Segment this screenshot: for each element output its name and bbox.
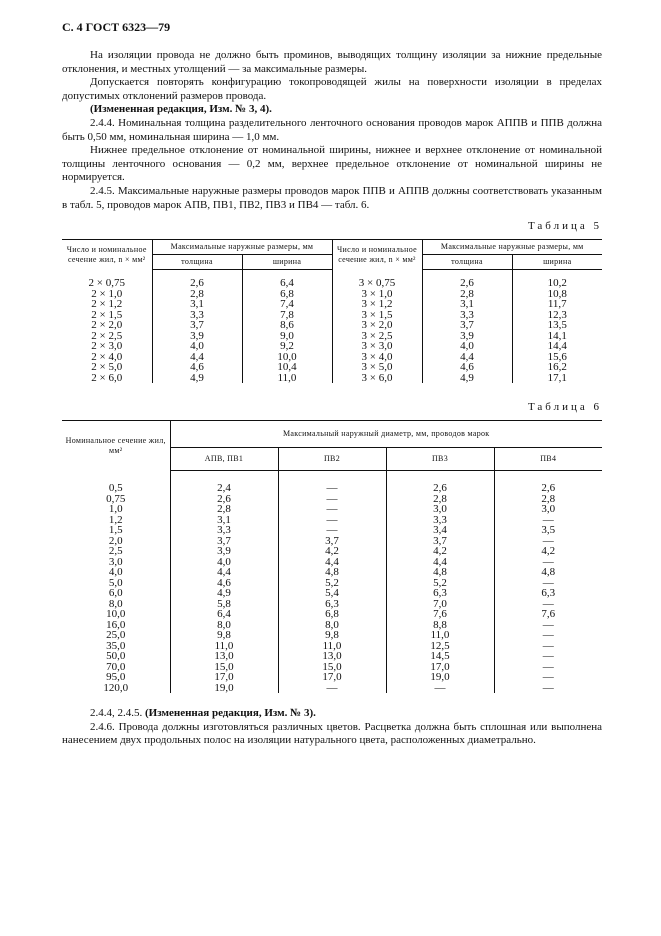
table5-cell: 6,8 (242, 289, 332, 300)
paragraph-2-4-4: 2.4.4. Номинальная толщина разделительного ленточного основания проводов марок АППВ и ППВ должна быть 0,50 мм, номинальная ширина — 1,0 мм. (62, 116, 602, 143)
table6-cell: 8,0 (170, 620, 278, 631)
table6-cell: 4,8 (278, 567, 386, 578)
table6-cell: 4,4 (170, 567, 278, 578)
table6-cell: 3,3 (170, 525, 278, 536)
table6-cell: — (278, 471, 386, 494)
table6-cell: 6,3 (386, 588, 494, 599)
table6-cell: — (278, 683, 386, 694)
table6-cell: — (494, 515, 602, 526)
table6-cell: — (278, 504, 386, 515)
table5-cell: 2 × 4,0 (91, 350, 123, 363)
table5-cell: 11,0 (242, 373, 332, 384)
table6-cell: — (278, 525, 386, 536)
table5-cell: 3 × 1,2 (332, 299, 422, 310)
table5-row (62, 270, 602, 289)
table6-cell: 6,8 (278, 609, 386, 620)
table6-cell: 13,0 (170, 651, 278, 662)
table6-cell: 2,8 (494, 494, 602, 505)
table6-cell: 2,4 (170, 471, 278, 494)
t5-header-max-right: Максимальные наружные размеры, мм (422, 240, 602, 255)
table6-cell: 7,0 (386, 599, 494, 610)
table5-caption: Таблица 5 (527, 220, 602, 233)
t5-header-thickness-left: толщина (152, 255, 242, 270)
table6-caption: Таблица 6 (527, 401, 602, 414)
table6-cell: 2,6 (494, 471, 602, 494)
table5-cell: 3,1 (152, 299, 242, 310)
t6-header-pv4: ПВ4 (494, 448, 602, 471)
table5-cell: 3 × 2,5 (332, 331, 422, 342)
table6-cell: — (494, 672, 602, 683)
table6-cell: 11,0 (170, 641, 278, 652)
t5-header-section-right: Число и номинальное сечение жил, n × мм² (332, 240, 422, 270)
paragraph-insulation-defects: На изоляции провода не должно быть проминов, выводящих толщину изоляции за нижние предельные отклонения, и местных утолщений — за максимальные размеры. (62, 49, 602, 75)
table6-row (62, 471, 602, 494)
table5-cell: 10,2 (512, 270, 602, 289)
table5-cell: 2,6 (152, 270, 242, 289)
table6-cell: 17,0 (170, 672, 278, 683)
table5-cell: 2 × 1,0 (91, 287, 123, 300)
table5-cell: 2 × 3,0 (91, 340, 123, 353)
table6-cell: 5,4 (278, 588, 386, 599)
table6-cell: 1,0 (108, 503, 123, 516)
edit-note-1: (Измененная редакция, Изм. № 3, 4). (90, 103, 272, 116)
table5-cell: 3 × 0,75 (332, 270, 422, 289)
table6-cell: 5,0 (108, 576, 123, 589)
table5-row (62, 299, 602, 310)
table5-row (62, 320, 602, 331)
table5-cell: 8,6 (242, 320, 332, 331)
table5-cell: 7,4 (242, 299, 332, 310)
table6-row (62, 683, 602, 694)
table6-cell: 3,0 (494, 504, 602, 515)
table6-cell: — (386, 683, 494, 694)
table6-cell: 3,7 (386, 536, 494, 547)
edit-note-2-text: (Измененная редакция, Изм. № 3). (145, 707, 316, 720)
table6-cell: 1,5 (108, 524, 123, 537)
table6-cell: 7,6 (494, 609, 602, 620)
table5-cell: 2 × 1,5 (91, 308, 123, 321)
table6-cell: — (494, 557, 602, 568)
table5-cell: 3,7 (422, 320, 512, 331)
t6-header-pv3: ПВ3 (386, 448, 494, 471)
table6-cell: 4,4 (278, 557, 386, 568)
table6-cell: 3,7 (278, 536, 386, 547)
table5-cell: 3 × 2,0 (332, 320, 422, 331)
table6-cell: 4,8 (386, 567, 494, 578)
table6-cell: 4,8 (494, 567, 602, 578)
table5-row (62, 362, 602, 373)
table5-row (62, 310, 602, 321)
table5-cell: 2 × 5,0 (91, 361, 123, 374)
table5-cell: 4,6 (422, 362, 512, 373)
table6-cell: 4,2 (494, 546, 602, 557)
table6-cell: 0,5 (108, 481, 123, 494)
table6-cell: — (494, 578, 602, 589)
table5-cell: 2,8 (152, 289, 242, 300)
table6-cell: 2,8 (386, 494, 494, 505)
table5-row (62, 352, 602, 363)
table5-cell: 14,1 (512, 331, 602, 342)
table6-cell: 19,0 (386, 672, 494, 683)
table5-cell: 4,9 (152, 373, 242, 384)
table6-cell: — (278, 494, 386, 505)
table5-cell: 3,1 (422, 299, 512, 310)
table6-cell: 5,8 (170, 599, 278, 610)
table6-cell: 50,0 (106, 650, 126, 663)
table6-cell: — (494, 683, 602, 694)
table6-cell: 6,0 (108, 587, 123, 600)
table6-cell: 12,5 (386, 641, 494, 652)
table5-cell: 3,9 (152, 331, 242, 342)
table6-cell: 3,1 (170, 515, 278, 526)
table5-cell: 9,0 (242, 331, 332, 342)
table6-cell: 8,0 (108, 597, 123, 610)
t5-header-width-right: ширина (512, 255, 602, 270)
table5-cell: 3 × 1,5 (332, 310, 422, 321)
table6-cell: 9,8 (278, 630, 386, 641)
table6-cell: 16,0 (106, 618, 126, 631)
table5-cell: 3 × 3,0 (332, 341, 422, 352)
table6-cell: 14,5 (386, 651, 494, 662)
table5-cell: 4,4 (422, 352, 512, 363)
table6-cell: — (494, 599, 602, 610)
table6-cell: 25,0 (106, 629, 126, 642)
table5-cell: 3,3 (422, 310, 512, 321)
table5-cell: 4,0 (422, 341, 512, 352)
table6-cell: 4,6 (170, 578, 278, 589)
table6-cell: 95,0 (106, 671, 126, 684)
table6-cell: 17,0 (278, 672, 386, 683)
t5-header-section-left: Число и номинальное сечение жил, n × мм² (62, 240, 152, 270)
table5-cell: 15,6 (512, 352, 602, 363)
paragraph-2-4-6: 2.4.6. Провода должны изготовляться различных цветов. Расцветка должна быть сплошная или выполнена нанесением двух продольных полос на изоляции натурального цвета, расположенных диаметрально. (62, 720, 602, 747)
page (62, 20, 602, 748)
table5-cell: 4,6 (152, 362, 242, 373)
paragraph-2-4-5: 2.4.5. Максимальные наружные размеры проводов марок ППВ и АППВ должны соответствовать указанным в табл. 5, проводов марок АПВ, ПВ1, ПВ2, ПВ3 и ПВ4 — табл. 6. (62, 184, 602, 211)
table5-row (62, 331, 602, 342)
table5-cell: 13,5 (512, 320, 602, 331)
table5-cell: 4,0 (152, 341, 242, 352)
t6-header-section: Номинальное сечение жил, мм² (62, 421, 170, 471)
table6-cell: 4,0 (170, 557, 278, 568)
table6-cell: 2,6 (170, 494, 278, 505)
table6-cell: 2,0 (108, 534, 123, 547)
table6-cell: 6,4 (170, 609, 278, 620)
table5-cell: 2,6 (422, 270, 512, 289)
table5-cell: 11,7 (512, 299, 602, 310)
table6-cell: — (494, 641, 602, 652)
table6-cell: 15,0 (278, 662, 386, 673)
table5-cell: 9,2 (242, 341, 332, 352)
table6-cell: — (278, 515, 386, 526)
table6-cell: 120,0 (103, 681, 129, 694)
table6-cell: 3,0 (108, 555, 123, 568)
edit-note-2-prefix: 2.4.4, 2.4.5. (90, 707, 143, 720)
table5-cell: 2 × 2,5 (91, 329, 123, 342)
table5-cell: 3 × 5,0 (332, 362, 422, 373)
table5-cell: 12,3 (512, 310, 602, 321)
table6-cell: 3,7 (170, 536, 278, 547)
table6-cell: 2,5 (108, 545, 123, 558)
table5-cell: 10,0 (242, 352, 332, 363)
table5-cell: 2 × 0,75 (88, 276, 125, 289)
table6-cell: 3,0 (386, 504, 494, 515)
t6-header-apv: АПВ, ПВ1 (170, 448, 278, 471)
table6-cell: 2,8 (170, 504, 278, 515)
table5-cell: 2 × 2,0 (91, 319, 123, 332)
table6-cell: 3,3 (386, 515, 494, 526)
table6-cell: 4,4 (386, 557, 494, 568)
table6-cell: 11,0 (278, 641, 386, 652)
table5-cell: 7,8 (242, 310, 332, 321)
table5-cell: 3 × 6,0 (332, 373, 422, 384)
table5-cell: 6,4 (242, 270, 332, 289)
table6-cell: 35,0 (106, 639, 126, 652)
table6-cell: — (494, 630, 602, 641)
t5-header-thickness-right: толщина (422, 255, 512, 270)
table-5 (62, 239, 602, 383)
t5-header-width-left: ширина (242, 255, 332, 270)
table6-cell: 4,2 (278, 546, 386, 557)
table6-cell: 4,9 (170, 588, 278, 599)
table6-cell: — (494, 651, 602, 662)
table6-cell: 10,0 (106, 608, 126, 621)
table6-cell: — (494, 620, 602, 631)
table6-cell: 3,4 (386, 525, 494, 536)
table5-cell: 3,7 (152, 320, 242, 331)
table6-cell: 6,3 (278, 599, 386, 610)
table6-cell: 1,2 (108, 513, 123, 526)
page-header: С. 4 ГОСТ 6323—79 (62, 20, 171, 34)
table5-cell: 14,4 (512, 341, 602, 352)
table5-cell: 2,8 (422, 289, 512, 300)
table6-cell: — (494, 536, 602, 547)
table6-cell: 13,0 (278, 651, 386, 662)
table5-cell: 17,1 (512, 373, 602, 384)
table6-cell: — (494, 662, 602, 673)
t6-header-pv2: ПВ2 (278, 448, 386, 471)
table5-cell: 4,4 (152, 352, 242, 363)
table6-cell: 3,5 (494, 525, 602, 536)
table5-cell: 3 × 1,0 (332, 289, 422, 300)
table5-cell: 16,2 (512, 362, 602, 373)
table5-cell: 4,9 (422, 373, 512, 384)
table6-cell: 4,2 (386, 546, 494, 557)
table6-body (62, 471, 602, 694)
t6-header-max: Максимальный наружный диаметр, мм, проводов марок (170, 421, 602, 448)
table6-cell: 5,2 (278, 578, 386, 589)
table6-cell: 8,0 (278, 620, 386, 631)
table6-cell: 11,0 (386, 630, 494, 641)
table5-body (62, 270, 602, 384)
table6-cell: 17,0 (386, 662, 494, 673)
table6-cell: 3,9 (170, 546, 278, 557)
table6-cell: 15,0 (170, 662, 278, 673)
table5-cell: 2 × 1,2 (91, 298, 123, 311)
table5-cell: 3,9 (422, 331, 512, 342)
table6-cell: 0,75 (106, 492, 126, 505)
paragraph-conductor-shape: Допускается повторять конфигурацию токопроводящей жилы на поверхности изоляции в пределах допустимых отклонений размеров провода. (62, 76, 602, 102)
table6-cell: 6,3 (494, 588, 602, 599)
table5-row (62, 289, 602, 300)
table5-cell: 10,8 (512, 289, 602, 300)
table5-cell: 3,3 (152, 310, 242, 321)
table6-cell: 70,0 (106, 660, 126, 673)
table5-cell: 3 × 4,0 (332, 352, 422, 363)
table6-cell: 2,6 (386, 471, 494, 494)
paragraph-2-4-4-tolerances: Нижнее предельное отклонение от номинальной ширины, нижнее и верхнее отклонение от номинальной толщины ленточного основания — 0,2 мм, верхнее предельное отклонение от номинальной ширины не нормируется. (62, 144, 602, 184)
table6-cell: 7,6 (386, 609, 494, 620)
t5-header-max-left: Максимальные наружные размеры, мм (152, 240, 332, 255)
table6-cell: 8,8 (386, 620, 494, 631)
table6-cell: 5,2 (386, 578, 494, 589)
edit-note-2 (62, 707, 602, 721)
table6-cell: 4,0 (108, 566, 123, 579)
table5-cell: 2 × 6,0 (91, 371, 123, 384)
table6-cell: 19,0 (170, 683, 278, 694)
table-6 (62, 420, 602, 693)
table5-row (62, 373, 602, 384)
table5-cell: 10,4 (242, 362, 332, 373)
table6-cell: 9,8 (170, 630, 278, 641)
table5-row (62, 341, 602, 352)
